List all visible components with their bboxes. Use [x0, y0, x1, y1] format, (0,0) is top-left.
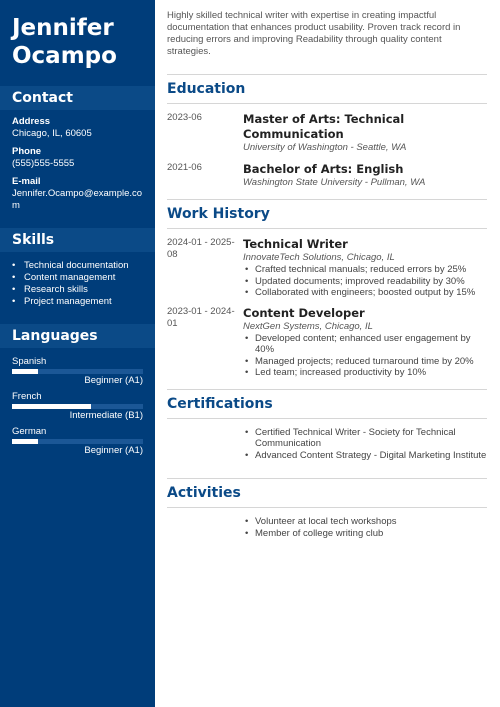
contact-section [0, 110, 155, 212]
bullet-item: • Led team; increased productivity by 10% [243, 367, 487, 379]
language-name: French [12, 391, 42, 402]
divider [167, 418, 487, 419]
language-level: Intermediate (B1) [69, 410, 143, 421]
phone-label: Phone [12, 146, 42, 157]
work-entry [167, 306, 487, 379]
address-label: Address [12, 116, 51, 127]
entry-date: 2023-06 [167, 112, 202, 123]
entry-date-empty [167, 516, 243, 539]
name-first: Jennifer [12, 15, 114, 41]
skill-item: • Technical documentation [12, 260, 143, 272]
education-entry [167, 112, 487, 154]
language-item [12, 356, 143, 387]
divider [167, 389, 487, 390]
work-entry [167, 237, 487, 299]
activities-entry [167, 516, 487, 539]
entry-date: 2023-01 - 2024-01 [167, 305, 235, 329]
divider [167, 478, 487, 479]
divider [167, 228, 487, 229]
skill-item: • Research skills [12, 284, 143, 296]
certifications-heading: Certifications [167, 395, 273, 412]
language-bar-fill [12, 439, 38, 444]
entry-details [243, 306, 487, 379]
certifications-entry [167, 427, 487, 462]
activity-item: • Volunteer at local tech workshops [243, 516, 487, 528]
entry-bullets [243, 333, 487, 379]
divider [167, 103, 487, 104]
bullet-item: • Collaborated with engineers; boosted output by 15% [243, 287, 487, 299]
sidebar [0, 0, 155, 707]
divider [167, 199, 487, 200]
languages-heading: Languages [0, 324, 155, 348]
entry-bullets [243, 264, 487, 299]
language-level: Beginner (A1) [84, 375, 143, 386]
language-name: Spanish [12, 356, 47, 367]
bullet-item: • Updated documents; improved readability by 30% [243, 276, 487, 288]
name-last: Ocampo [12, 43, 117, 69]
entry-details [243, 162, 487, 189]
activities-heading: Activities [167, 485, 241, 501]
education-entry [167, 162, 487, 189]
contact-heading: Contact [0, 86, 155, 110]
main-content [155, 0, 500, 707]
professional-summary: Highly skilled technical writer with expertise in creating impactful documentation that enhances product usability. Proven track record in reducing errors and improving Readability through quality content strategies. [167, 10, 461, 57]
languages-list [0, 348, 155, 457]
address-value: Chicago, IL, 60605 [12, 128, 92, 139]
language-bar [12, 369, 143, 374]
skill-item: • Content management [12, 272, 143, 284]
entry-title: Content Developer [243, 305, 365, 320]
education-heading: Education [167, 81, 246, 97]
divider [167, 74, 487, 75]
email-value[interactable]: Jennifer.Ocampo@example.com [12, 188, 143, 211]
entry-details [243, 112, 487, 154]
skill-item: • Project management [12, 296, 143, 308]
entry-title: Bachelor of Arts: English [243, 162, 404, 176]
language-level: Beginner (A1) [84, 445, 143, 456]
entry-subtitle: Washington State University - Pullman, WA [243, 177, 426, 188]
language-bar-fill [12, 369, 38, 374]
bullet-item: • Managed projects; reduced turnaround time by 20% [243, 356, 487, 368]
certification-item: • Advanced Content Strategy - Digital Marketing Institute [243, 450, 487, 462]
skills-list [0, 252, 155, 308]
candidate-name [0, 0, 155, 70]
phone-value: (555)555-5555 [12, 158, 75, 169]
language-bar [12, 439, 143, 444]
skills-heading: Skills [0, 228, 155, 252]
language-item [12, 391, 143, 422]
bullet-item: • Crafted technical manuals; reduced errors by 25% [243, 264, 487, 276]
entry-details [243, 516, 487, 539]
certifications-list [243, 427, 487, 462]
entry-details [243, 237, 487, 299]
certification-item: • Certified Technical Writer - Society for Technical Communication [243, 427, 487, 450]
entry-title: Master of Arts: Technical Communication [243, 112, 405, 141]
entry-date-empty [167, 427, 243, 462]
activities-list [243, 516, 487, 539]
entry-date: 2021-06 [167, 162, 202, 173]
entry-date: 2024-01 - 2025-08 [167, 237, 235, 260]
language-item [12, 426, 143, 457]
email-label: E-mail [12, 176, 41, 187]
language-bar-fill [12, 404, 91, 409]
divider [167, 507, 487, 508]
entry-details [243, 427, 487, 462]
entry-subtitle: NextGen Systems, Chicago, IL [243, 320, 373, 332]
language-name: German [12, 426, 47, 437]
bullet-item: • Developed content; enhanced user engagement by 40% [243, 333, 487, 356]
work-history-heading: Work History [167, 206, 270, 222]
entry-subtitle: University of Washington - Seattle, WA [243, 142, 407, 153]
entry-title: Technical Writer [243, 237, 348, 251]
entry-subtitle: InnovateTech Solutions, Chicago, IL [243, 252, 395, 263]
language-bar [12, 404, 143, 409]
activity-item: • Member of college writing club [243, 528, 487, 540]
